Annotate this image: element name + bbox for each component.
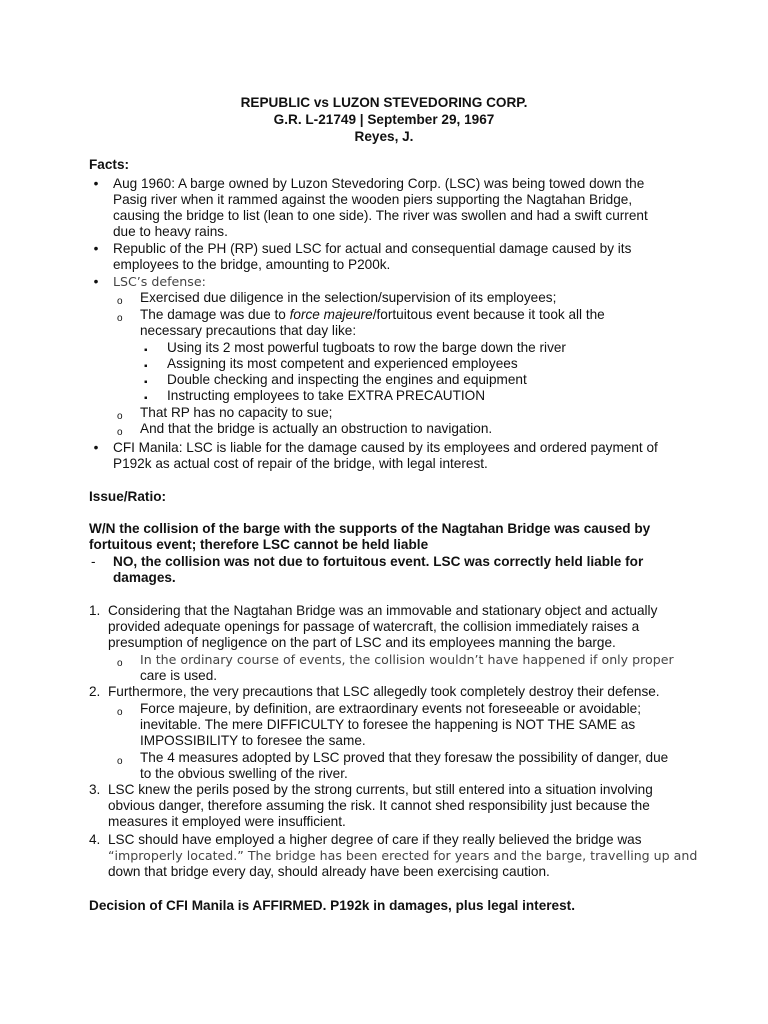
issue-heading: Issue/Ratio: — [89, 489, 167, 504]
fact-3-defense: LSC’s defense: — [113, 274, 206, 289]
case-number-date: G.R. L-21749 | September 29, 1967 — [273, 112, 495, 127]
fact-1-line: Aug 1960: A barge owned by Luzon Stevedoring Corp. (LSC) was being towed down the — [113, 176, 645, 191]
fact-1-line: due to heavy rains. — [113, 224, 228, 239]
ratio-4-line: LSC should have employed a higher degree of care if they really believed the bridge was — [108, 832, 642, 847]
defense-3: That RP has no capacity to sue; — [140, 405, 333, 420]
fact-4-line: CFI Manila: LSC is liable for the damage caused by its employees and ordered payment of — [113, 440, 658, 455]
fact-1-line: causing the bridge to list (lean to one side). The river was swollen and had a swift current — [113, 208, 648, 223]
ratio-4-line: “improperly located.” The bridge has been erected for years and the barge, travelling up and — [108, 848, 698, 863]
number-marker: 2. — [89, 684, 101, 699]
ratio-4-line: down that bridge every day, should already have been exercising caution. — [108, 864, 550, 879]
bullet-marker: • — [93, 176, 99, 191]
issue-question: fortuitous event; therefore LSC cannot be held liable — [89, 537, 429, 552]
defense-2-text: /fortuitous event because it took all the — [372, 307, 605, 322]
ratio-3-line: obvious danger, therefore assuming the risk. It cannot shed responsibility just because the — [108, 798, 650, 813]
defense-2 — [140, 307, 605, 323]
defense-2-text: The damage was due to — [140, 307, 290, 322]
sub-marker: o — [117, 756, 123, 767]
bullet-marker: • — [93, 241, 99, 256]
precaution-3: Double checking and inspecting the engines and equipment — [167, 372, 527, 387]
issue-answer: NO, the collision was not due to fortuitous event. LSC was correctly held liable for — [113, 554, 644, 569]
sub-marker: o — [117, 427, 123, 438]
defense-1: Exercised due diligence in the selection/supervision of its employees; — [140, 290, 557, 305]
fact-2-line: employees to the bridge, amounting to P200k. — [113, 257, 391, 272]
square-marker: ▪ — [144, 377, 148, 388]
dash-marker: - — [91, 554, 96, 569]
bullet-marker: • — [93, 440, 99, 455]
decision: Decision of CFI Manila is AFFIRMED. P192k in damages, plus legal interest. — [89, 898, 575, 913]
ratio-1a-line: care is used. — [140, 668, 218, 683]
ratio-2a-line: Force majeure, by definition, are extraordinary events not foreseeable or avoidable; — [140, 701, 641, 716]
number-marker: 3. — [89, 782, 101, 797]
ratio-2b-line: The 4 measures adopted by LSC proved that they foresaw the possibility of danger, due — [140, 750, 669, 765]
sub-marker: o — [117, 411, 123, 422]
ratio-3-line: measures it employed were insufficient. — [108, 814, 346, 829]
number-marker: 4. — [89, 832, 101, 847]
precaution-4: Instructing employees to take EXTRA PRECAUTION — [167, 388, 486, 403]
fact-4-line: P192k as actual cost of repair of the bridge, with legal interest. — [113, 456, 488, 471]
square-marker: ▪ — [144, 361, 148, 372]
precaution-1: Using its 2 most powerful tugboats to row the barge down the river — [167, 340, 566, 355]
fact-2-line: Republic of the PH (RP) sued LSC for actual and consequential damage caused by its — [113, 241, 632, 256]
ratio-2a-line: IMPOSSIBILITY to foresee the same. — [140, 733, 366, 748]
ratio-1-line: Considering that the Nagtahan Bridge was an immovable and stationary object and actually — [108, 603, 658, 618]
bullet-marker: • — [93, 274, 99, 289]
case-title: REPUBLIC vs LUZON STEVEDORING CORP. — [240, 95, 528, 110]
number-marker: 1. — [89, 603, 101, 618]
ratio-2-line: Furthermore, the very precautions that LSC allegedly took completely destroy their defense. — [108, 684, 660, 699]
facts-heading: Facts: — [89, 157, 130, 172]
ratio-2b-line: to the obvious swelling of the river. — [140, 766, 348, 781]
issue-answer: damages. — [113, 570, 176, 585]
fact-1-line: Pasig river when it rammed against the wooden piers supporting the Nagtahan Bridge, — [113, 192, 633, 207]
ratio-1a-line: In the ordinary course of events, the collision wouldn’t have happened if only proper — [140, 652, 674, 667]
ratio-2a-line: inevitable. The mere DIFFICULTY to foresee the happening is NOT THE SAME as — [140, 717, 636, 732]
sub-marker: o — [117, 296, 123, 307]
sub-marker: o — [117, 313, 123, 324]
defense-2-cont: necessary precautions that day like: — [140, 323, 357, 338]
issue-question: W/N the collision of the barge with the supports of the Nagtahan Bridge was caused by — [89, 521, 651, 536]
square-marker: ▪ — [144, 345, 148, 356]
sub-marker: o — [117, 707, 123, 718]
defense-2-italic: force majeure — [289, 307, 373, 322]
defense-4: And that the bridge is actually an obstruction to navigation. — [140, 421, 493, 436]
sub-marker: o — [117, 658, 123, 669]
ratio-1-line: provided adequate openings for passage of watercraft, the collision immediately raises a — [108, 619, 640, 634]
square-marker: ▪ — [144, 393, 148, 404]
ratio-1-line: presumption of negligence on the part of LSC and its employees manning the barge. — [108, 635, 616, 650]
precaution-2: Assigning its most competent and experienced employees — [167, 356, 518, 371]
ponente: Reyes, J. — [354, 129, 414, 144]
ratio-3-line: LSC knew the perils posed by the strong currents, but still entered into a situation involving — [108, 782, 653, 797]
